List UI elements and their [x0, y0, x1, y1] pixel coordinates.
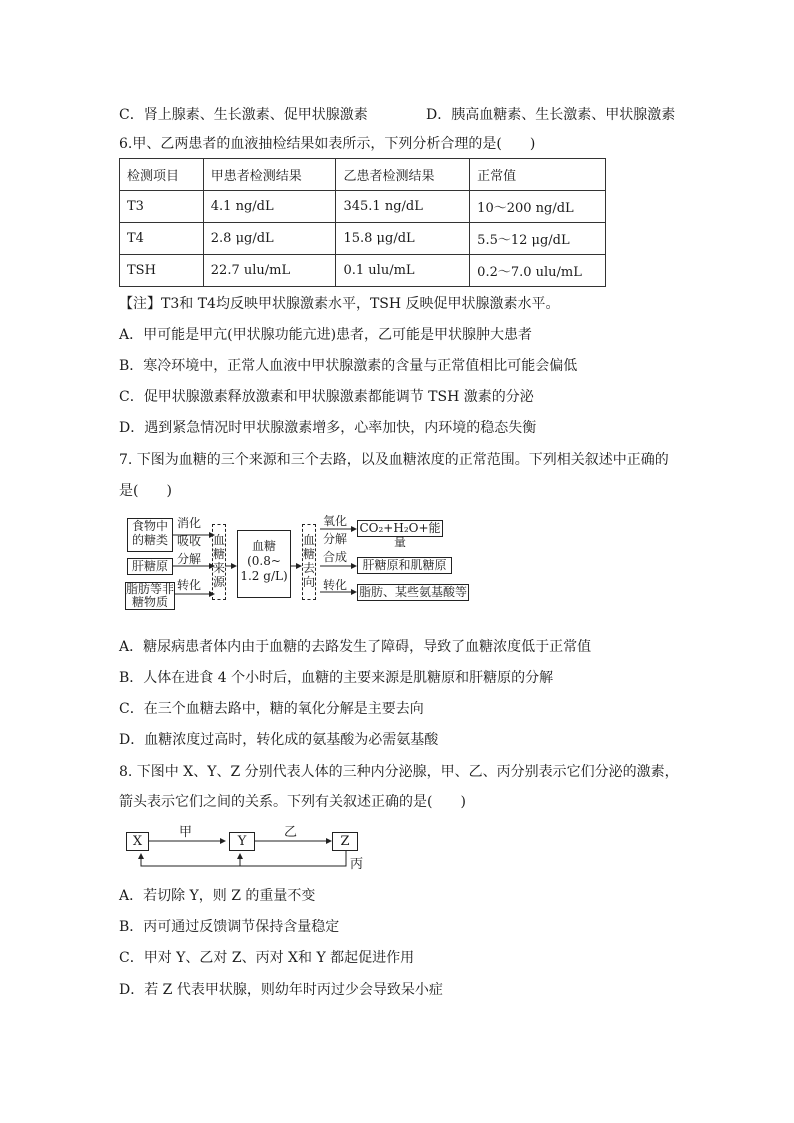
center-range-2: 1.2 g/L)	[240, 569, 288, 583]
dest-fat-box: 脂肪、某些氨基酸等	[358, 585, 467, 599]
table-cell: 15.8 μg/dL	[336, 223, 470, 255]
table-cell: 22.7 ulu/mL	[203, 255, 336, 287]
blood-sugar-center-box	[237, 530, 291, 598]
table-cell: 345.1 ng/dL	[336, 191, 470, 223]
table-cell: 5.5～12 μg/dL	[470, 223, 606, 255]
q7-option-d: D．血糖浓度过高时，转化成的氨基酸为必需氨基酸	[119, 732, 439, 748]
center-range-1: (0.8~	[247, 554, 281, 568]
table-cell: TSH	[120, 255, 204, 287]
q7-stem-line1: 7. 下图为血糖的三个来源和三个去路，以及血糖浓度的正常范围。下列相关叙述中正确的	[119, 452, 669, 468]
table-row	[120, 191, 606, 223]
blood-sugar-diagram	[125, 516, 475, 610]
q5-options-row	[119, 104, 679, 122]
out-decompose: 分解	[323, 532, 348, 546]
q8-option-a: A．若切除 Y，则 Z 的重量不变	[119, 888, 316, 904]
q6-option-a: A．甲可能是甲亢(甲状腺功能亢进)患者，乙可能是甲状腺肿大患者	[119, 327, 533, 343]
table-cell: 0.1 ulu/mL	[336, 255, 470, 287]
q8-stem-line2: 箭头表示它们之间的关系。下列有关叙述正确的是( )	[119, 794, 466, 810]
q7-option-a: A．糖尿病患者体内由于血糖的去路发生了障碍，导致了血糖浓度低于正常值	[119, 639, 592, 655]
hormone-a-label: 甲	[179, 825, 193, 840]
q5-option-c: C．肾上腺素、生长激素、促甲状腺激素	[119, 107, 368, 123]
table-cell: T4	[120, 223, 204, 255]
table-row	[120, 255, 606, 287]
q6-option-b: B．寒冷环境中，正常人血液中甲状腺激素的含量与正常值相比可能会偏低	[119, 358, 578, 374]
source-bracket-box: 血糖来源	[212, 524, 226, 600]
out-oxidize: 氧化	[323, 514, 348, 528]
process-absorb: 吸收	[177, 534, 202, 548]
q8-option-c: C．甲对 Y、乙对 Z、丙对 X和 Y 都起促进作用	[119, 950, 415, 966]
table-header-cell: 甲患者检测结果	[203, 159, 336, 191]
table-cell: 2.8 μg/dL	[203, 223, 336, 255]
process-digest: 消化	[177, 516, 202, 530]
hormone-b-label: 乙	[284, 825, 298, 840]
gland-y-box: Y	[229, 832, 255, 851]
table-cell: T3	[120, 191, 204, 223]
gland-x-box: X	[126, 832, 149, 851]
destination-bracket-box: 血糖去向	[302, 524, 316, 600]
q7-stem-line2: 是( )	[119, 483, 172, 499]
gland-relationship-diagram	[121, 823, 371, 872]
table-header-cell: 乙患者检测结果	[336, 159, 470, 191]
q8-stem-line1: 8. 下图中 X、Y、Z 分别代表人体的三种内分泌腺，甲、乙、丙分别表示它们分泌的激素，	[119, 764, 679, 780]
table-header-cell: 检测项目	[120, 159, 204, 191]
dest-glycogen-box: 肝糖原和肌糖原	[357, 557, 452, 574]
table-cell: 0.2～7.0 ulu/mL	[470, 255, 606, 287]
table-cell: 10～200 ng/dL	[470, 191, 606, 223]
process-convert: 转化	[177, 578, 202, 592]
dest-energy-box: CO₂+H₂O+能量	[357, 520, 443, 537]
q8-option-d: D．若 Z 代表甲状腺，则幼年时丙过少会导致呆小症	[119, 982, 443, 998]
q6-stem: 6.甲、乙两患者的血液抽检结果如表所示，下列分析合理的是( )	[119, 136, 536, 152]
source-food-box: 食物中的糖类	[127, 518, 173, 552]
table-row	[120, 223, 606, 255]
table-header-row	[120, 159, 606, 191]
out-synthesize: 合成	[323, 550, 348, 564]
out-convert: 转化	[323, 578, 348, 592]
table-header-cell: 正常值	[470, 159, 606, 191]
q6-result-table	[119, 158, 606, 287]
q7-option-b: B．人体在进食 4 个小时后，血糖的主要来源是肌糖原和肝糖原的分解	[119, 670, 554, 686]
process-decompose: 分解	[177, 552, 202, 566]
table-cell: 4.1 ng/dL	[203, 191, 336, 223]
center-title: 血糖	[251, 539, 276, 553]
hormone-c-label: 丙	[350, 857, 364, 872]
gland-z-box: Z	[332, 832, 358, 851]
source-liver-glycogen-box: 肝糖原	[127, 558, 173, 575]
q6-option-d: D．遇到紧急情况时甲状腺激素增多，心率加快，内环境的稳态失衡	[119, 420, 537, 436]
q6-note: 【注】T3和 T4均反映甲状腺激素水平，TSH 反映促甲状腺激素水平。	[119, 296, 560, 312]
q8-option-b: B．丙可通过反馈调节保持含量稳定	[119, 919, 340, 935]
q6-option-c: C．促甲状腺激素释放激素和甲状腺激素都能调节 TSH 激素的分泌	[119, 389, 534, 405]
source-fat-box: 脂肪等非糖物质	[126, 582, 175, 609]
q7-option-c: C．在三个血糖去路中，糖的氧化分解是主要去向	[119, 701, 424, 717]
q5-option-d: D．胰高血糖素、生长激素、甲状腺激素	[426, 107, 676, 123]
